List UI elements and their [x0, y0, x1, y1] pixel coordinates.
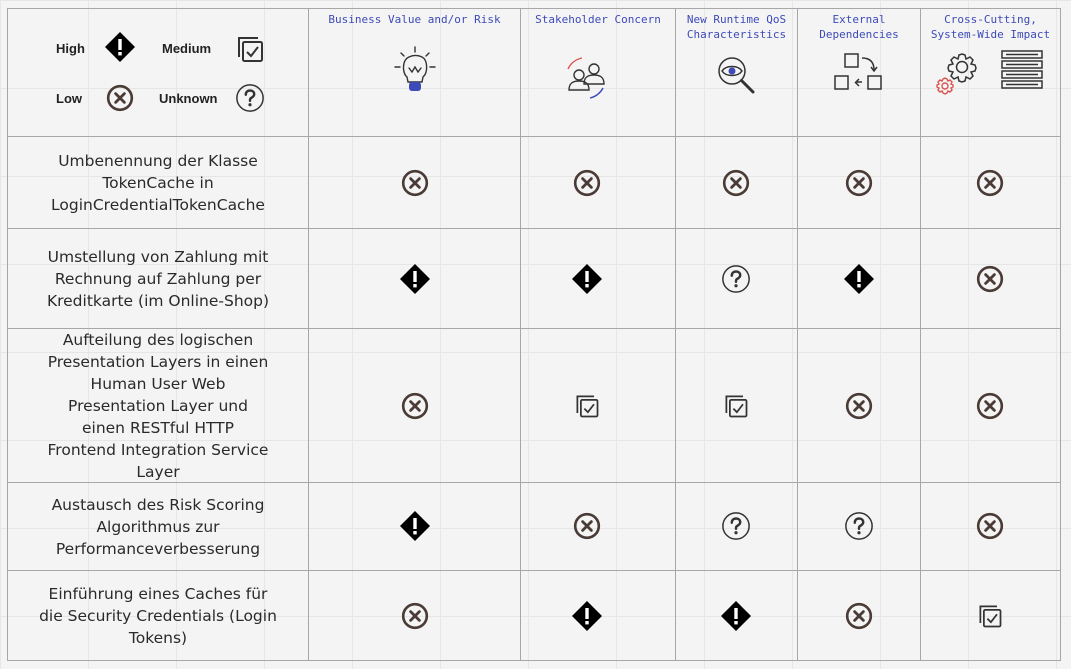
grid-line-col1: [308, 8, 309, 660]
legend-low-label: Low: [56, 91, 82, 106]
high-diamond-icon: [399, 510, 431, 542]
grid-line-right: [1060, 8, 1061, 660]
legend-medium-label: Medium: [162, 41, 212, 56]
row-label: [8, 571, 308, 660]
low-circle-x-icon: [976, 392, 1004, 420]
low-circle-x-icon: [845, 392, 873, 420]
low-circle-x-icon: [573, 512, 601, 540]
grid-line-col2: [520, 8, 521, 660]
medium-checked-boxes-icon: [573, 392, 601, 420]
high-diamond-icon: [399, 263, 431, 295]
high-diamond-icon: [720, 600, 752, 632]
row-label-text: Einführung eines Caches für die Security Credentials (Login Tokens): [39, 584, 277, 647]
grid-line-bottom: [7, 660, 1061, 661]
legend-unknown-label: Unknown: [159, 91, 218, 106]
question-circle-icon: [235, 83, 265, 113]
low-circle-x-icon: [401, 169, 429, 197]
grid-line-col4: [797, 8, 798, 660]
column-header-stakeholder-concern: Stakeholder Concern: [535, 13, 661, 26]
row-label-text: Aufteilung des logischen Presentation Layers in einen Human User Web Presentation Layer und einen RESTful HTTP Frontend Integration Service Layer: [47, 330, 269, 481]
low-circle-x-icon: [401, 602, 429, 630]
high-diamond-icon: [104, 31, 136, 63]
unknown-question-circle-icon: [844, 511, 874, 541]
grid-line-col5: [920, 8, 921, 660]
low-circle-x-icon: [976, 512, 1004, 540]
row-label-text: Austausch des Risk Scoring Algorithmus zur Performanceverbesserung: [51, 495, 265, 558]
column-header-business-value: Business Value and/or Risk: [328, 13, 501, 26]
eye-magnifier-icon: [716, 55, 758, 95]
stakeholder-users-icon: [564, 55, 610, 101]
legend-high-label: High: [56, 41, 85, 56]
low-circle-x-icon: [573, 169, 601, 197]
medium-checked-boxes-icon: [976, 602, 1004, 630]
low-circle-x-icon: [722, 169, 750, 197]
low-circle-x-icon: [976, 265, 1004, 293]
row-label-text: Umstellung von Zahlung mit Rechnung auf Zahlung per Kreditkarte (im Online-Shop): [46, 247, 270, 310]
row-label-text: Umbenennung der Klasse TokenCache in LoginCredentialTokenCache: [51, 151, 265, 214]
unknown-question-circle-icon: [721, 511, 751, 541]
checked-boxes-icon: [234, 33, 266, 65]
grid-line-col3: [675, 8, 676, 660]
high-diamond-icon: [571, 600, 603, 632]
column-header-cross-cutting: Cross-Cutting, System-Wide Impact: [930, 13, 1051, 41]
row-label: [8, 229, 308, 328]
medium-checked-boxes-icon: [722, 392, 750, 420]
gears-icon: [934, 49, 982, 97]
lightbulb-icon: [393, 45, 437, 95]
row-label: [8, 483, 308, 570]
circle-x-icon: [106, 84, 134, 112]
row-label: [8, 329, 308, 482]
dependency-boxes-icon: [832, 52, 886, 94]
row-label: [8, 137, 308, 228]
high-diamond-icon: [571, 263, 603, 295]
grid-line-top: [7, 8, 1061, 9]
column-header-runtime-qos: New Runtime QoS Characteristics: [686, 13, 787, 41]
low-circle-x-icon: [401, 392, 429, 420]
low-circle-x-icon: [845, 169, 873, 197]
unknown-question-circle-icon: [721, 264, 751, 294]
high-diamond-icon: [843, 263, 875, 295]
column-header-external-dependencies: External Dependencies: [819, 13, 899, 41]
layers-stack-icon: [1000, 49, 1044, 93]
low-circle-x-icon: [845, 602, 873, 630]
low-circle-x-icon: [976, 169, 1004, 197]
